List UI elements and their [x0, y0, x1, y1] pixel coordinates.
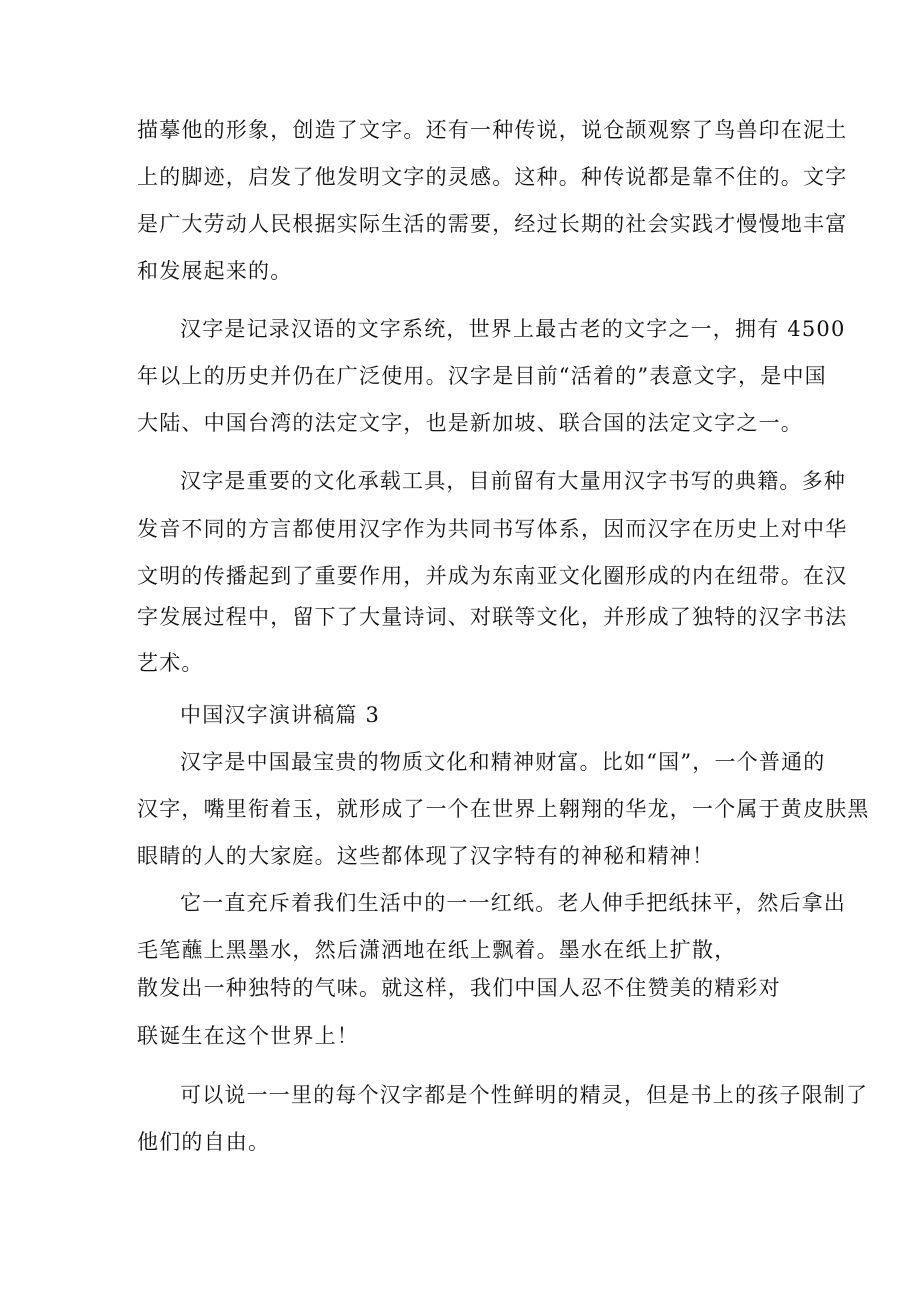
- text-line: 大陆、中国台湾的法定文字，也是新加坡、联合国的法定文字之一。: [137, 411, 803, 435]
- text-line: 字发展过程中，留下了大量诗词、对联等文化，并形成了独特的汉字书法: [137, 605, 848, 629]
- text-line: 散发出一种独特的气味。就这样，我们中国人忍不住赞美的精彩对: [137, 976, 781, 1000]
- text-line: 艺术。: [137, 651, 204, 675]
- text-line: 和发展起来的。: [137, 259, 293, 283]
- text-line: 发音不同的方言都使用汉字作为共同书写体系，因而汉字在历史上对中华: [137, 517, 848, 541]
- text-line: 联诞生在这个世界上！: [137, 1024, 359, 1048]
- text-line: 眼睛的人的大家庭。这些都体现了汉字特有的神秘和精神！: [137, 844, 715, 868]
- text-line: 是广大劳动人民根据实际生活的需要，经过长期的社会实践才慢慢地丰富: [137, 212, 848, 236]
- text-line: 汉字是中国最宝贵的物质文化和精神财富。比如“国”，一个普通的: [180, 750, 826, 774]
- text-line: 汉字是记录汉语的文字系统，世界上最古老的文字之一，拥有 4500: [180, 317, 846, 341]
- text-line: 文明的传播起到了重要作用，并成为东南亚文化圈形成的内在纽带。在汉: [137, 564, 848, 588]
- text-line: 它一直充斥着我们生活中的一一红纸。老人伸手把纸抹平，然后拿出: [180, 891, 846, 915]
- text-line: 毛笔蘸上黑墨水，然后潇洒地在纸上飘着。墨水在纸上扩散，: [137, 938, 737, 962]
- text-line: 年以上的历史并仍在广泛使用。汉字是目前“活着的”表意文字，是中国: [137, 364, 827, 388]
- section-heading: 中国汉字演讲稿篇 3: [180, 703, 381, 727]
- text-line: 描摹他的形象，创造了文字。还有一种传说，说仓颉观察了鸟兽印在泥土: [137, 118, 848, 142]
- text-line: 汉字是重要的文化承载工具，目前留有大量用汉字书写的典籍。多种: [180, 469, 846, 493]
- text-line: 上的脚迹，启发了他发明文字的灵感。这种。种传说都是靠不住的。文字: [137, 165, 848, 189]
- text-line: 可以说一一里的每个汉字都是个性鲜明的精灵，但是书上的孩子限制了: [180, 1083, 869, 1107]
- text-line: 他们的自由。: [137, 1130, 271, 1154]
- text-line: 汉字，嘴里衔着玉，就形成了一个在世界上翱翔的华龙，一个属于黄皮肤黑: [137, 797, 870, 821]
